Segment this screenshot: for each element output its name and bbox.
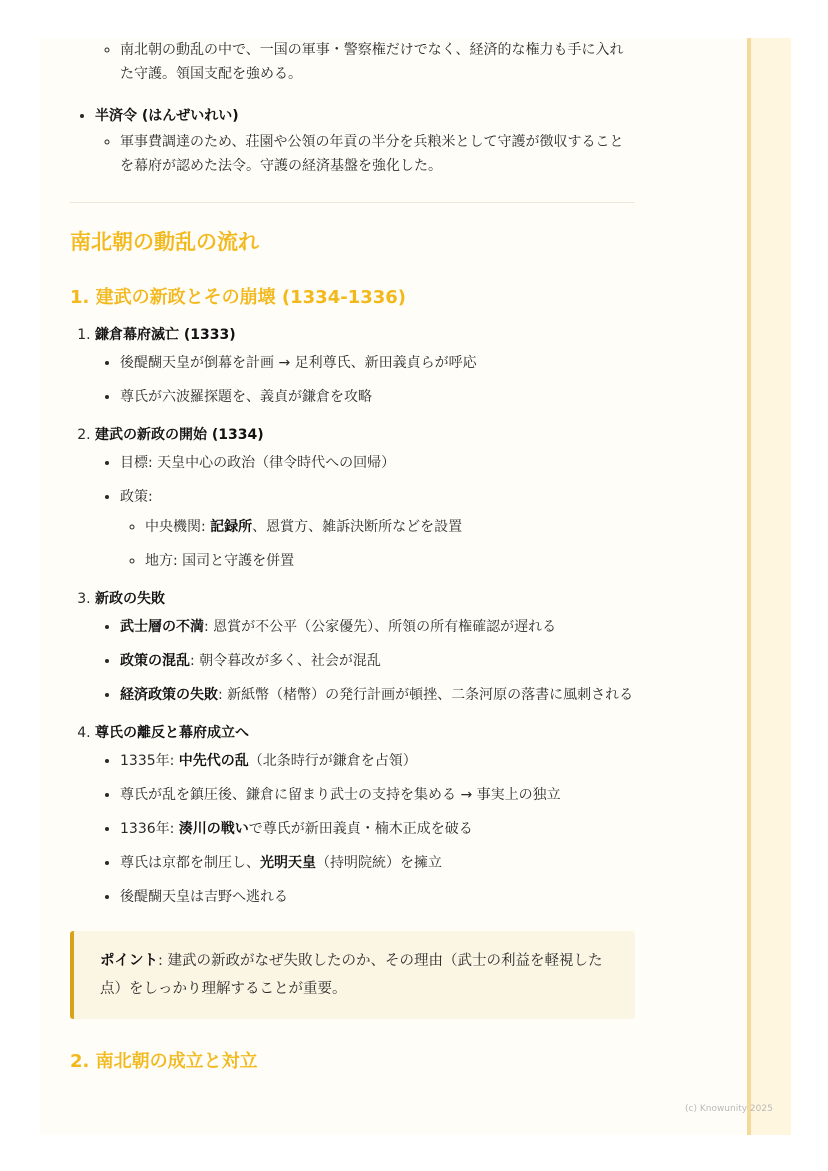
list-item: • 後醍醐天皇は吉野へ逃れる (120, 885, 635, 909)
event-title: 建武の新政の開始 (1334) (95, 427, 264, 443)
list-item: ◦ 軍事費調達のため、荘園や公領の年貢の半分を兵粮米として守護が徴収することを幕府が認めた法令。守護の経済基盤を強化した。 (120, 130, 635, 178)
text: 中央機関: (145, 519, 211, 535)
text: 1336年: (120, 821, 179, 837)
event-details (95, 351, 635, 409)
list-item: • 尊氏が乱を鎮圧後、鎌倉に留まり武士の支持を集める → 事実上の独立 (120, 783, 635, 807)
subsection-title-2: 2. 南北朝の成立と対立 (70, 1051, 258, 1072)
event-item (95, 587, 635, 707)
text: 1335年: (120, 753, 179, 769)
point-callout (70, 931, 635, 1019)
event-details (95, 749, 635, 909)
keyword: 記録所 (210, 519, 253, 535)
event-item (95, 323, 635, 409)
text: 尊氏は京都を制圧し、 (120, 855, 260, 871)
event-item (95, 721, 635, 909)
document-content (70, 38, 635, 1075)
term-list (70, 104, 635, 178)
policy-list (120, 515, 635, 573)
event-list (70, 323, 635, 909)
right-rail (751, 38, 791, 1135)
policy-label: 政策: (120, 489, 153, 505)
text: （持明院統）を擁立 (316, 855, 442, 871)
list-item (120, 649, 635, 673)
keyword: 経済政策の失敗 (120, 687, 218, 703)
list-item (120, 851, 635, 875)
text: : 朝令暮改が多く、社会が混乱 (190, 653, 381, 669)
list-item (120, 749, 635, 773)
keyword: 中先代の乱 (178, 753, 249, 769)
copyright: (c) Knowunity 2025 (685, 1104, 773, 1114)
keyword: 政策の混乱 (120, 653, 190, 669)
section-title: 南北朝の動乱の流れ (70, 230, 259, 254)
subsection-title-1: 1. 建武の新政とその崩壊 (1334-1336) (70, 287, 407, 308)
event-title: 尊氏の離反と幕府成立へ (95, 725, 249, 741)
term-desc-list (95, 130, 635, 178)
term-hanzei (95, 104, 635, 178)
event-details (95, 615, 635, 707)
list-item: • 目標: 天皇中心の政治（律令時代への回帰） (120, 451, 635, 475)
list-item (145, 515, 635, 539)
list-item (120, 485, 635, 573)
event-item (95, 423, 635, 573)
list-item (120, 615, 635, 639)
event-details (95, 451, 635, 573)
keyword: 湊川の戦い (178, 821, 249, 837)
shugo-daimyo-list (70, 38, 635, 86)
text: 、恩賞方、雑訴決断所などを設置 (252, 519, 463, 535)
divider (70, 202, 635, 203)
term-title: 半済令 (はんぜいれい) (95, 108, 239, 124)
keyword: 光明天皇 (260, 855, 316, 871)
list-item: ◦ 地方: 国司と守護を併置 (145, 549, 635, 573)
callout-label: ポイント (100, 953, 158, 969)
text: で尊氏が新田義貞・楠木正成を破る (248, 821, 473, 837)
list-item: • 後醍醐天皇が倒幕を計画 → 足利尊氏、新田義貞らが呼応 (120, 351, 635, 375)
event-title: 鎌倉幕府滅亡 (1333) (95, 327, 236, 343)
event-title: 新政の失敗 (95, 591, 165, 607)
text: : 新紙幣（楮幣）の発行計画が頓挫、二条河原の落書に風刺される (218, 687, 634, 703)
list-item (120, 683, 635, 707)
list-item: ◦ 南北朝の動乱の中で、一国の軍事・警察権だけでなく、経済的な権力も手に入れた守護。領国支配を強める。 (120, 38, 635, 86)
list-item (120, 817, 635, 841)
list-item: • 尊氏が六波羅探題を、義貞が鎌倉を攻略 (120, 385, 635, 409)
callout-text: : 建武の新政がなぜ失敗したのか、その理由（武士の利益を軽視した点）をしっかり理解することが重要。 (100, 953, 603, 997)
keyword: 武士層の不満 (120, 619, 204, 635)
text: （北条時行が鎌倉を占領） (248, 753, 417, 769)
text: : 恩賞が不公平（公家優先）、所領の所有権確認が遅れる (204, 619, 557, 635)
